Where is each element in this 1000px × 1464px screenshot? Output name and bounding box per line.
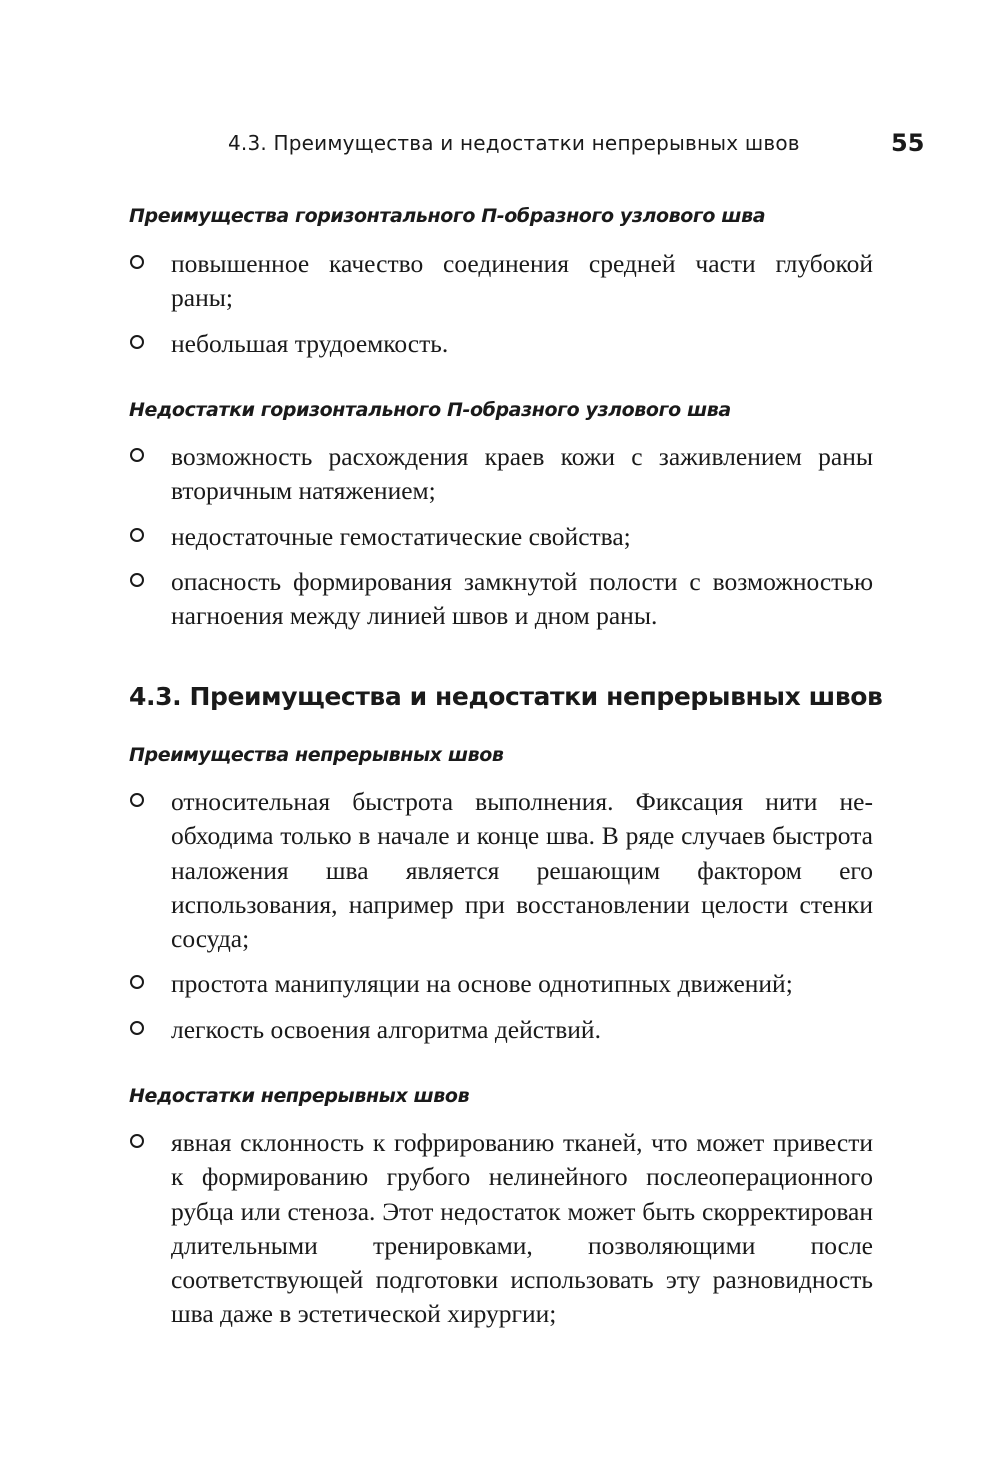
bullet-circle-icon [130,793,144,807]
subheading-disadvantages-continuous-sutures: Недостатки непрерывных швов [129,1085,470,1107]
list-item [129,247,873,316]
bullet-circle-icon [130,975,144,989]
running-head [0,127,1000,163]
list-item [129,440,873,509]
bullet-circle-icon [130,255,144,269]
list-item [129,1126,873,1332]
list-item-text: возможность расхождения краев кожи с заживлением раны вторичным натяжением; [171,442,873,506]
list-item-text: опасность формирования замкнутой полости с возможностью нагноения между линией швов и дном раны. [171,566,873,631]
list-item [129,967,873,1001]
bullet-circle-icon [130,448,144,462]
list-item [129,785,873,956]
running-title: 4.3. Преимущества и недостатки непрерывных швов [228,131,800,155]
subheading-disadvantages-horizontal-u-suture: Недостатки горизонтального П-образного узлового шва [129,399,731,421]
bullet-circle-icon [130,573,144,587]
list-item [129,520,873,554]
list-item-text: небольшая трудоемкость. [171,328,449,358]
list-advantages-horizontal-u-suture [129,247,873,361]
list-item-text: простота манипуляции на основе однотипных движений; [171,969,793,999]
subheading-advantages-horizontal-u-suture: Преимущества горизонтального П-образного узлового шва [129,205,766,227]
list-item-text: недостаточные гемостатические свойства; [171,521,631,551]
bullet-circle-icon [130,335,144,349]
list-item-text: относительная быстрота выполнения. Фиксация нити необходима только в начале и конце шва. В ряде случаев быстрота наложения шва является решающим фактором его использования, например при восстановлении целости стенки сосуда; [171,787,873,954]
page-number: 55 [891,129,925,157]
list-item [129,1013,873,1047]
list-disadvantages-continuous-sutures [129,1126,873,1332]
list-item-text: легкость освоения алгоритма действий. [171,1014,601,1044]
list-item [129,327,873,361]
bullet-circle-icon [130,1021,144,1035]
section-heading: 4.3. Преимущества и недостатки непрерывных швов [129,682,883,711]
list-item-text: явная склонность к гофрированию тканей, что может привести к формированию грубого нелинейного послеоперационного рубца или стеноза. Этот недостаток может быть скорректирован длительными тренировками, позволяющими после соответствующей подготовки использовать эту разновидность шва даже в эстетической хирургии; [171,1128,873,1329]
list-item-text: повышенное качество соединения средней части глубокой раны; [171,249,873,313]
bullet-circle-icon [130,528,144,542]
list-disadvantages-horizontal-u-suture [129,440,873,633]
bullet-circle-icon [130,1134,144,1148]
subheading-advantages-continuous-sutures: Преимущества непрерывных швов [129,744,504,766]
list-advantages-continuous-sutures [129,785,873,1047]
list-item [129,565,873,634]
